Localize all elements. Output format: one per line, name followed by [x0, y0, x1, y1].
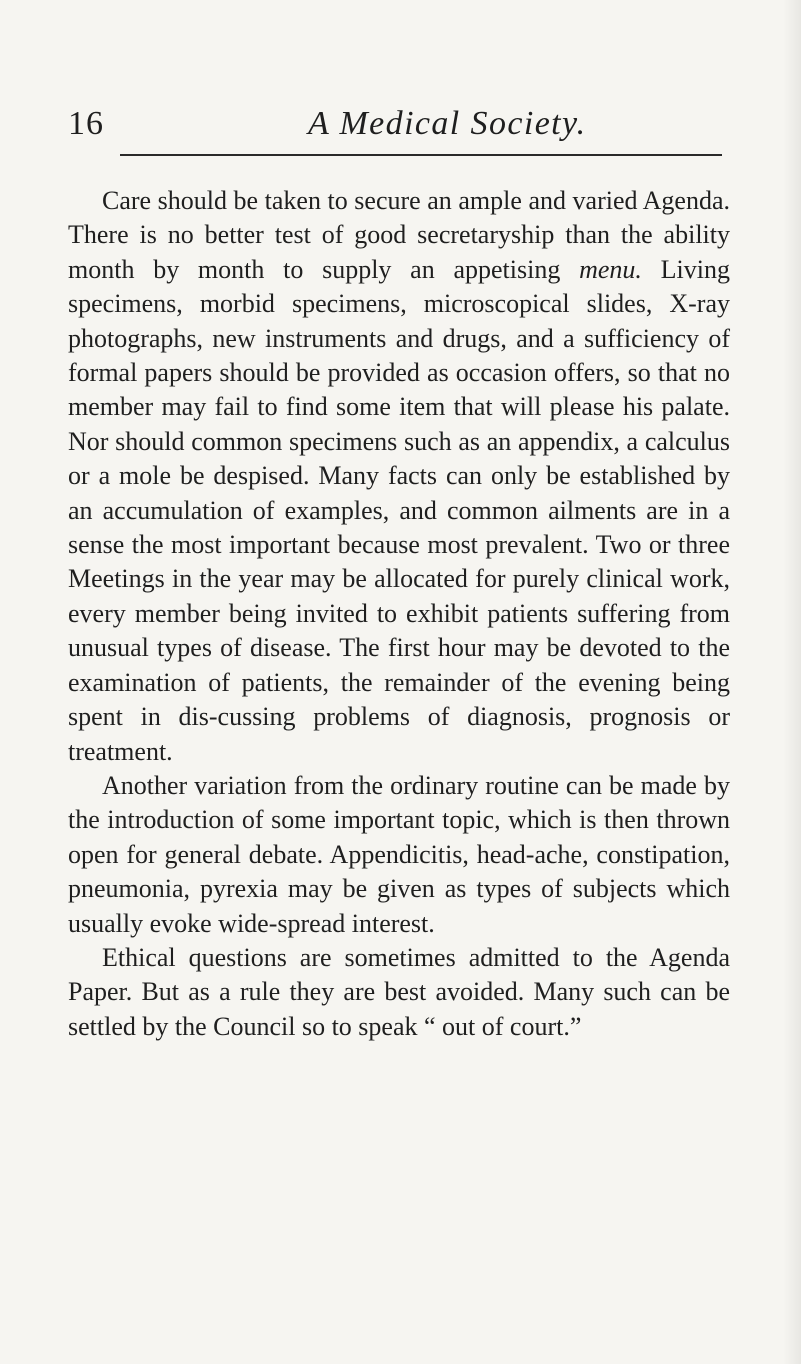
header-rule — [120, 154, 722, 156]
paragraph-1 — [68, 184, 730, 769]
page-header — [68, 102, 721, 146]
paragraph-3: Ethical questions are sometimes admitted to the Agenda Paper. But as a rule they are best avoided. Many such can be settled by the Council so to speak “ out of court.” — [68, 942, 730, 1041]
page-edge-shadow — [783, 0, 801, 1364]
paragraph-1-text-b: Living specimens, morbid specimens, microscopical slides, X-ray photographs, new instruments and drugs, and a sufficiency of formal papers should be provided as occasion offers, so that no member may fail to find some item that will please his palate. Nor should common specimens such as an appendix, a calculus or a mole be despised. Many facts can only be established by an accumulation of examples, and common ailments are in a sense the most important because most prevalent. Two or three Meetings in the year may be allocated for purely clinical work, every member being invited to exhibit patients suffering from unusual types of disease. The first hour may be devoted to the examination of patients, the remainder of the evening being spent in dis-cussing problems of diagnosis, prognosis or treatment. — [68, 254, 730, 766]
page-number: 16 — [68, 105, 104, 142]
paragraph-2: Another variation from the ordinary routine can be made by the introduction of some important topic, which is then thrown open for general debate. Appendicitis, head-ache, constipation, pneumonia, pyrexia may be given as types of subjects which usually evoke wide-spread interest. — [68, 770, 730, 938]
running-title: A Medical Society. — [308, 105, 587, 142]
paragraph-1-italic-word: menu. — [579, 254, 642, 284]
paragraph-1-text-a: Care should be taken to secure an ample and varied Agenda. There is no better test of good secretaryship than the ability month by month to supply an appetising — [68, 186, 730, 284]
body-text — [68, 184, 730, 1044]
